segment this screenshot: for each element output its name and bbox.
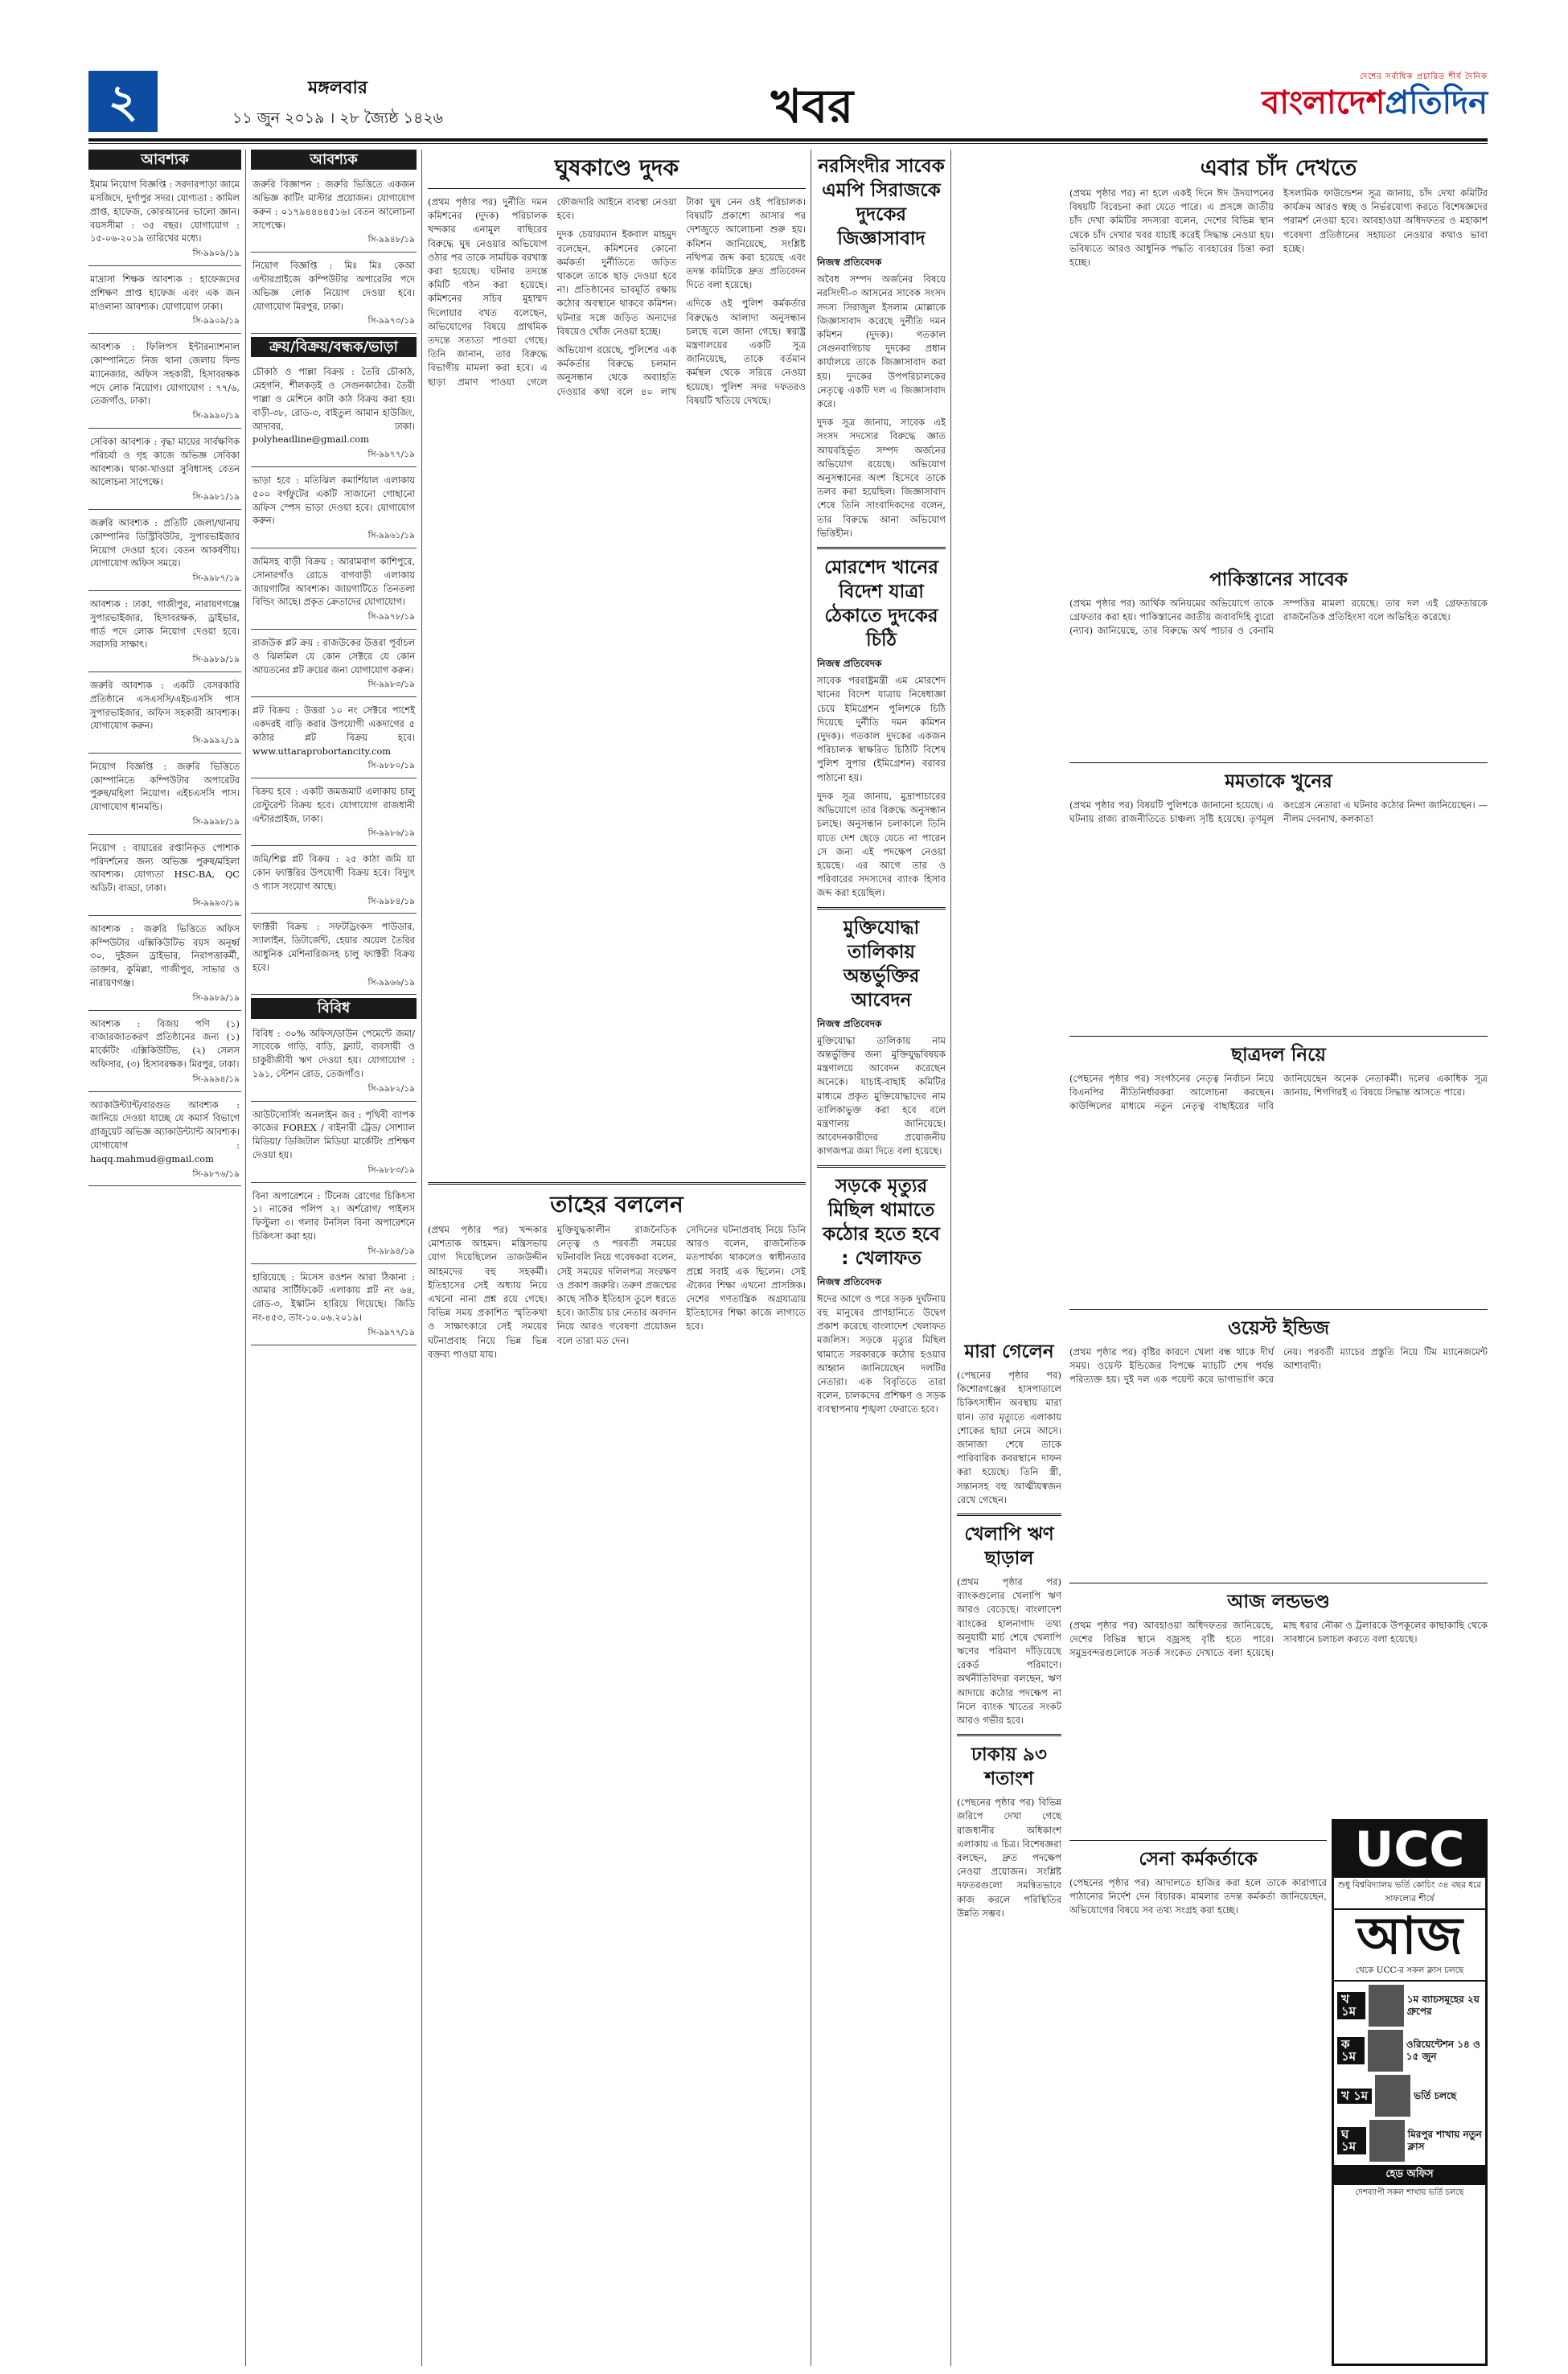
classified-ad-text: রাজউক প্লট ক্রয় : রাজউকের উত্তরা পূর্বাচল ও ঝিলমিল যে কোন সেক্টরে যে কোন আয়তনের প্লট ক্রয়ের জন্য যোগাযোগ করুন।	[252, 636, 415, 676]
paragraph: (প্রথম পৃষ্ঠার পর) বৃষ্টির কারণে খেলা বন্ধ থাকে দীর্ঘ সময়। ওয়েস্ট ইন্ডিজের বিপক্ষে ম্যাচটি শেষ পর্যন্ত পরিত্যক্ত হয়। দুই দল এক পয়েন্ট করে ভাগাভাগি করে নেয়। পরবর্তী ম্যাচের প্রস্তুতি নিয়ে টিম ম্যানেজমেন্ট আশাবাদী।	[1069, 1346, 1488, 1386]
classified-ad-text: জরুরি আবশ্যক : প্রতিটি জেলা/থানায় কোম্পানির ডিস্ট্রিবিউটর, সুপারভাইজার নিয়োগ দেওয়া হবে। বেতন আকর্ষণীয়। যোগাযোগ অফিস সময়ে।	[90, 516, 240, 569]
classified-ad-code: সি-৯৯৬১/১৯	[367, 531, 415, 541]
classified-ad-text: বিক্রয় হবে : একটি জমজমাট এলাকায় চালু রেস্টুরেন্ট বিক্রয় হবে। যোগাযোগ রাজধানী এন্টারপ্রাইজ, ঢাকা।	[252, 786, 415, 824]
section-title: খবর	[770, 79, 854, 133]
ucc-logo: UCC	[1334, 1822, 1485, 1878]
classified-ad-code: সি-৯৯৮৪/১৯	[367, 896, 415, 906]
classified-ad-code: সি-৯৮৮০/১৯	[367, 761, 415, 771]
ucc-footer: দেশব্যাপী সকল শাখায় ভর্তি চলছে	[1355, 2188, 1464, 2197]
classified-ad-code: সি-৯৯৯২/১৯	[192, 736, 240, 746]
story-aaj	[1069, 1576, 1488, 1817]
logo-tagline: দেশের সর্বাধিক প্রচারিত শীর্ষ দৈনিক	[1359, 72, 1488, 81]
story-mamata	[1069, 756, 1488, 997]
story-sena	[1069, 1834, 1327, 2316]
classified-list	[251, 362, 417, 995]
masthead-rule-thin	[88, 143, 1488, 144]
classified-ad-code: সি-৯৯৬৬/১৯	[367, 977, 415, 988]
classified-ad-text: চৌকাঠ ও পাল্লা বিক্রয় : তৈরি চৌকাঠ, মেহগনি, শীলকড়ই ও সেগুনকাঠের। তৈরী পাল্লা ও মেশিনে কাটা কাঠ বিক্রয় করা হয়। বাড়ী-৩৮, রোড-৩, বাইতুল আমান হাউজিং, আদাবর, ঢাকা। polyheadline@gmail.com	[252, 366, 415, 446]
headline: আজ লন্ডভণ্ড	[1227, 1592, 1330, 1612]
classified-ad-code: সি-৯৯৮৬/১৯	[367, 828, 415, 839]
classified-ad-text: আবশ্যক : ঢাকা, গাজীপুর, নারায়ণগঞ্জে সুপারভাইজার, হিসাবরক্ষক, ড্রাইভার, গার্ড পদে লোক নিয়োগ দেওয়া হবে। সরাসরি সাক্ষাৎ।	[90, 598, 240, 651]
rule	[817, 907, 946, 910]
classified-ad-code: সি-৯৯৪৮/১৯	[367, 235, 415, 245]
classified-ad-code: সি-৯৯৭৩/১৯	[367, 316, 415, 327]
byline: নিজস্ব প্রতিবেদক	[817, 658, 882, 670]
classified-ad-text: জরুরি বিজ্ঞাপন : জরুরি ভিত্তিতে একজন অভিজ্ঞ কাটিং মাস্টার প্রয়োজন। যোগাযোগ করুন : ০১৭৯৪৪৪৪৫১৬। বেতন আলোচনা সাপেক্ষে।	[252, 179, 415, 231]
byline: নিজস্ব প্রতিবেদক	[817, 257, 882, 268]
issue-date-text: ১১ জুন ২০১৯ । ২৮ জ্যৈষ্ঠ ১৪২৬	[232, 109, 443, 127]
paragraph: দুদক সূত্র জানায়, মুদ্রাপাচারের অভিযোগে তার বিরুদ্ধে অনুসন্ধান চলছে। অনুসন্ধান চলাকালে তিনি যাতে দেশ ছেড়ে যেতে না পারেন সে জন্য এই পদক্ষেপ নেওয়া হয়েছে। এর আগে তার ও পরিবারের সদস্যদের ব্যাংক হিসাব জব্দ করা হয়েছিল।	[817, 790, 946, 899]
ucc-item-badge: ক ১ম	[1337, 2037, 1365, 2064]
logo-name: বাংলাদেশপ্রতিদিন	[1262, 84, 1488, 121]
headline: খেলাপি ঋণ ছাড়াল	[964, 1524, 1054, 1570]
ucc-item-text: ওরিয়েন্টেশন ১৪ ও ১৫ জুন	[1406, 2039, 1480, 2062]
ucc-item-text: ভর্তি চলছে	[1414, 2089, 1457, 2101]
masthead-rule	[88, 138, 1488, 142]
ucc-headline: আজ	[1357, 1907, 1463, 1966]
classified-ad	[251, 849, 417, 914]
classified-ad	[251, 1186, 417, 1264]
headline: মুক্তিযোদ্ধা তালিকায় অন্তর্ভুক্তির আবেদন	[843, 917, 920, 1011]
byline: নিজস্ব প্রতিবেদক	[817, 1275, 882, 1288]
rule	[1069, 1036, 1488, 1037]
ucc-item-text: মিরপুর শাখায় নতুন ক্লাস	[1407, 2129, 1482, 2152]
paragraph: দুদক চেয়ারম্যান ইকবাল মাহমুদ বলেছেন, কমিশনের কোনো কর্মকর্তা দুর্নীতিতে জড়িত থাকলে তাকে ছাড় দেওয়া হবে না। প্রতিষ্ঠানের ভাবমূর্তি রক্ষায় কঠোর অবস্থানে থাকবে কমিশন। ঘটনার সঙ্গে জড়িত অন্যদের বিষয়েও খোঁজ নেওয়া হচ্ছে।	[556, 228, 677, 337]
classified-ad-code: সি-৯৯০৯/১৯	[192, 316, 240, 327]
classified-ad	[251, 362, 417, 467]
story-body	[428, 1223, 806, 1362]
story-muktijoddha	[817, 916, 946, 1159]
headline: মমতাকে খুনের	[1225, 771, 1332, 792]
classified-category-header: আবশ্যক	[251, 150, 417, 170]
ucc-item-badge: খ ১ম	[1337, 1992, 1365, 2019]
headline: ঘুষকাণ্ডে দুদক	[554, 154, 679, 181]
rule	[957, 1734, 1061, 1736]
classified-ad	[251, 256, 417, 334]
classified-ad-code: সি-৯৯৯৪/১৯	[192, 1074, 240, 1084]
classified-ad-text: আউটসোর্সিং অনলাইন জব : পৃথিবী ব্যাপক কাজের FOREX / বাইনারী ট্রেড/ সোশ্যাল মিডিয়া/ ডিজিটাল মিডিয়া মার্কেটিং প্রশিক্ষণ দেওয়া হয়।	[252, 1108, 415, 1161]
classified-ad-code: সি-৯৯৮১/১৯	[192, 492, 240, 503]
classified-list	[251, 175, 417, 334]
ucc-subheadline: থেকে UCC-র সকল ক্লাস চলছে	[1334, 1963, 1485, 1982]
classified-ad	[251, 782, 417, 846]
story-body	[1069, 1072, 1488, 1114]
classified-ad-text: মাদ্রাসা শিক্ষক আবশ্যক : হাফেজদের প্রশিক্ষণ প্রাপ্ত হাফেজ এবং এক জন মাওলানা আবশ্যক। যোগাযোগ ঢাকা।	[90, 273, 240, 312]
story-westindies	[1069, 1303, 1488, 1544]
issue-date	[217, 74, 458, 133]
classified-ad-code: সি-৯৯৯৮/১৯	[192, 817, 240, 828]
story-body	[957, 1575, 1061, 1727]
classified-ad-text: জমি/শিল্প প্লট বিক্রয় : ২৫ কাঠা জমি যা কোন ফ্যাক্টরির উপযোগী বিক্রয় হবে। বিদ্যুৎ ও গ্যাস সংযোগ আছে।	[252, 853, 415, 892]
paragraph: (প্রথম পৃষ্ঠার পর) না হলে একই দিনে ঈদ উদযাপনের বিষয়টি বিবেচনা করা যেতে পারে। এ প্রসঙ্গে জাতীয় চাঁদ দেখা কমিটির সদস্যরা বলেন, দেশের বিভিন্ন স্থান থেকে চাঁদ দেখার খবর যাচাই করেই সিদ্ধান্ত নেওয়া হয়। ভবিষ্যতে আরও আধুনিক পদ্ধতি ব্যবহারের চিন্তা করা হচ্ছে।	[1069, 187, 1274, 269]
classifieds-column-2	[251, 150, 417, 2366]
story-body	[1069, 597, 1488, 639]
classified-ad	[251, 633, 417, 697]
classified-ad-text: নিয়োগ : বায়ারের রপ্তানিকৃত পোশাক পরিদর্শনের জন্য অভিজ্ঞ পুরুষ/মহিলা আবশ্যক। যোগ্যতা HSC-BA, QC অডিট। বাড্ডা, ঢাকা।	[90, 841, 240, 894]
paragraph: (প্রথম পৃষ্ঠার পর) বিষয়টি পুলিশকে জানানো হয়েছে। এ ঘটনায় রাজ্য রাজনীতিতে চাঞ্চল্য সৃষ্টি হয়েছে। তৃণমূল কংগ্রেস নেতারা এ ঘটনার কঠোর নিন্দা জানিয়েছেন। —নীলম দেবনাথ, কলকাতা	[1069, 799, 1488, 825]
paragraph: মুক্তিযুদ্ধকালীন রাজনৈতিক নেতৃত্ব ও পরবর্তী সময়ের ঘটনাবলি নিয়ে গবেষকরা বলেন, সেই সময়ের দলিলপত্র সংরক্ষণ ও প্রকাশ জরুরি। তরুণ প্রজন্মের কাছে সঠিক ইতিহাস তুলে ধরতে হবে। জাতীয় চার নেতার অবদান নিয়ে আরও গবেষণা প্রয়োজন বলে তারা মত দেন।	[556, 1224, 677, 1346]
paragraph: এদিকে ওই পুলিশ কর্মকর্তার বিরুদ্ধেও আলাদা অনুসন্ধান চলছে বলে জানা গেছে। স্বরাষ্ট্র মন্ত্রণালয়ের একটি সূত্র জানিয়েছে, তাকে বর্তমান কর্মস্থল থেকে সরিয়ে নেওয়া হয়েছে। পুলিশ সদর দফতরও বিষয়টি খতিয়ে দেখছে।	[686, 298, 806, 406]
ucc-item	[1337, 1985, 1482, 2027]
classified-ad	[251, 1267, 417, 1345]
student-photo	[1375, 2075, 1410, 2117]
story-body	[1069, 1876, 1327, 1918]
paragraph: অভিযোগ রয়েছে, পুলিশের এক কর্মকর্তার বিরুদ্ধে চলমান অনুসন্ধান থেকে অব্যাহতি দেওয়ার কথা বলে ৪০ লাখ টাকা ঘুষ নেন ওই পরিচালক। বিষয়টি প্রকাশ্যে আসার পর দেশজুড়ে আলোচনা শুরু হয়। কমিশন জানিয়েছে, সংশ্লিষ্ট নথিপত্র জব্দ করা হয়েছে এবং তদন্ত কমিটিকে দ্রুত প্রতিবেদন দিতে বলা হয়েছে।	[556, 196, 806, 397]
classified-ad-code: সি-৯৯৭৮/১৯	[367, 612, 415, 622]
ucc-office-label: হেড অফিস	[1334, 2165, 1485, 2185]
classified-ad	[88, 676, 241, 754]
headline: সেনা কর্মকর্তাকে	[1139, 1849, 1258, 1870]
classified-ad	[251, 917, 417, 995]
classified-ad-text: ভাড়া হবে : মতিঝিল কমার্শিয়াল এলাকায় ৫০০ বর্গফুটের একটি সাজানো গোছানো অফিস স্পেস ভাড়া দেওয়া হবে। যোগাযোগ করুন।	[252, 474, 415, 527]
classified-ad	[88, 175, 241, 266]
headline: তাহের বললেন	[550, 1191, 683, 1218]
classified-ad-text: ইমাম নিয়োগ বিজ্ঞপ্তি : সরদারপাড়া জামে মসজিদে, দুর্গাপুর সদর। যোগ্যতা : কামিল প্রাপ্ত, হাফেজ, কোরআনের ভালো জ্ঞান। বয়সসীমা : ৩৫ বছর। যোগাযোগ : ১৫-০৬-২০১৯ তারিখের মধ্যে।	[90, 179, 240, 244]
classified-ad-code: সি-৯৯৮২/১৯	[367, 1083, 415, 1094]
story-morshed	[817, 556, 946, 900]
story-body	[817, 1034, 946, 1159]
story-body	[817, 273, 946, 540]
classified-ad-text: সেবিকা আবশ্যক : বৃদ্ধা মায়ের সার্বক্ষণিক পরিচর্যা ও গৃহ কাজে অভিজ্ঞ সেবিকা আবশ্যক। থাকা-খাওয়া সুবিধাসহ বেতন আলোচনা সাপেক্ষে।	[90, 435, 240, 488]
paragraph: (প্রথম পৃষ্ঠার পর) ব্যাংকগুলোর খেলাপি ঋণ আরও বেড়েছে। বাংলাদেশ ব্যাংকের হালনাগাদ তথ্য অনুযায়ী মার্চ শেষে খেলাপি ঋণের পরিমাণ দাঁড়িয়েছে রেকর্ড পরিমাণে। অর্থনীতিবিদরা বলছেন, ঋণ আদায়ে কঠোর পদক্ষেপ না নিলে ব্যাংক খাতের সংকট আরও গভীর হবে।	[957, 1576, 1061, 1727]
classified-ad	[88, 337, 241, 429]
ucc-item	[1337, 2120, 1482, 2162]
classified-ad	[251, 552, 417, 630]
issue-day: মঙ্গলবার	[308, 77, 367, 98]
classified-ad	[88, 432, 241, 510]
classified-ad-text: বিবিধ : ৩০% অফিস/ডাউন পেমেন্টে জমা/সাবেকে গাড়ি, বাড়ি, ফ্ল্যাট, ব্যবসায়ী ও চাকুরীজীবী ঋণ দেওয়া হয়। যোগাযোগ : ১৯১, স্টেশন রোড, তেজগাঁও।	[252, 1027, 415, 1080]
headline: ঢাকায় ৯৩ শতাংশ	[971, 1744, 1047, 1790]
classified-ad-code: সি-৯৯৯০/১৯	[192, 411, 240, 421]
paragraph: (প্রথম পৃষ্ঠার পর) দুর্নীতি দমন কমিশনের (দুদক) পরিচালক খন্দকার এনামুল বাছিরের বিরুদ্ধে ঘুষ নেওয়ার অভিযোগ ওঠার পর তাকে সাময়িক বরখাস্ত করা হয়েছে। ঘটনার তদন্তে কমিটি গঠন করা হয়েছে। কমিশনের সচিব মুহাম্মদ দিলোয়ার বখত বলেছেন, অভিযোগের বিষয়ে প্রাথমিক তদন্তে সত্যতা পাওয়া গেছে। তিনি জানান, তার বিরুদ্ধে বিভাগীয় মামলা করা হবে। এ ছাড়া প্রমাণ পাওয়া গেলে ফৌজদারি আইনে ব্যবস্থা নেওয়া হবে।	[428, 196, 677, 388]
story-chhatradal	[1069, 1029, 1488, 1271]
student-photo	[1369, 1985, 1404, 2027]
classified-ad-code: সি-৯৯৮৯/১৯	[192, 655, 240, 665]
paragraph: ঈদের আগে ও পরে সড়ক দুর্ঘটনায় বহু মানুষের প্রাণহানিতে উদ্বেগ প্রকাশ করেছে বাংলাদেশ খেলাফত মজলিস। সড়কে মৃত্যুর মিছিল থামাতে সরকারকে কঠোর হওয়ার আহ্বান জানিয়েছেন দলটির নেতারা। এক বিবৃতিতে তারা বলেন, চালকদের প্রশিক্ষণ ও সড়ক ব্যবস্থাপনায় শৃঙ্খলা ফেরাতে হবে।	[817, 1292, 946, 1415]
byline: নিজস্ব প্রতিবেদক	[817, 1017, 882, 1029]
classified-ad-text: নিয়োগ বিজ্ঞপ্তি : জরুরি ভিত্তিতে কোম্পানিতে কম্পিউটার অপারেটর পুরুষ/মহিলা নিয়োগ। এইচএসসি পাস। যোগাযোগ ধানমন্ডি।	[90, 760, 240, 813]
classified-category-header: আবশ্যক	[88, 150, 241, 170]
story-body	[957, 1369, 1061, 1507]
headline: সড়কে মৃত্যুর মিছিল থামাতে কঠোর হতে হবে : খেলাফত	[823, 1175, 940, 1269]
rule	[1069, 1840, 1327, 1841]
page-number: ২	[88, 71, 158, 132]
classified-ad-code: সি-৯৯৮৭/১৯	[192, 573, 240, 584]
classified-list	[251, 1024, 417, 1345]
story-body	[1069, 187, 1488, 269]
classified-ad	[251, 175, 417, 253]
classified-ad-code: সি-৯৮৭৬/১৯	[192, 1169, 240, 1179]
headline: নরসিংদীর সাবেক এমপি সিরাজকে দুদকের জিজ্ঞাসাবাদ	[818, 156, 945, 249]
paragraph: সাবেক পররাষ্ট্রমন্ত্রী এম মোরশেদ খানের বিদেশ যাত্রায় নিষেধাজ্ঞা চেয়ে ইমিগ্রেশন পুলিশকে চিঠি দিয়েছে দুর্নীতি দমন কমিশন (দুদক)। গতকাল দুদকের একজন পরিচালক স্বাক্ষরিত চিঠিটি বিশেষ পুলিশ সুপার (ইমিগ্রেশন) বরাবর পাঠানো হয়।	[817, 675, 946, 783]
classified-ad-text: হারিয়েছে : মিসেস রওশন আরা ঠিকানা : আমার সার্টিফিকেট এলাকায় প্লট নং ৬৪, রোড-৩, ইস্কাটন হারিয়ে গিয়েছে। জিডি নং-৪৫৩, তাং-১০.০৬.২০১৯।	[252, 1271, 415, 1323]
middle-column	[817, 150, 946, 2366]
paragraph: (প্রথম পৃষ্ঠার পর) খন্দকার মোশতাক আহমদ। মন্ত্রিসভায় যোগ দিয়েছিলেন তাজউদ্দীন আহমদের বহু সহকর্মী। ইতিহাসের সেই অধ্যায় নিয়ে এখনো নানা প্রশ্ন রয়ে গেছে। বিভিন্ন সময় প্রকাশিত স্মৃতিকথা ও সাক্ষাৎকারে সেই সময়ের ঘটনাপ্রবাহ নিয়ে ভিন্ন ভিন্ন বক্তব্য পাওয়া যায়।	[428, 1224, 548, 1360]
ucc-item-badge: ঘ ১ম	[1337, 2127, 1366, 2154]
classified-ad-code: সি-৯৯০৯/১৯	[192, 248, 240, 259]
column-divider	[421, 150, 422, 2366]
classified-ad	[88, 757, 241, 835]
ucc-item	[1337, 2030, 1482, 2072]
story-column-7	[957, 1335, 1061, 2364]
headline: পাকিস্তানের সাবেক	[1209, 569, 1348, 590]
column-divider	[245, 150, 246, 2366]
classified-list	[88, 175, 241, 1186]
rule	[428, 188, 806, 189]
classified-ad	[88, 1014, 241, 1092]
ucc-tagline: শুধু বিশ্ববিদ্যালয় ভর্তি কোচিং ৩৪ বছর ধরে সাফল্যের শীর্ষে	[1334, 1878, 1485, 1910]
rule	[428, 1182, 806, 1185]
ucc-item-text: ১ম ব্যাচসমূহের ২য় গ্রুপের	[1406, 1994, 1480, 2017]
classified-ad-text: আবশ্যক : ফিলিপস ইন্টারন্যাশনাল কোম্পানিতে নিজ থানা জেলায় ফিল্ড ম্যানেজার, অফিস সহকারী, হিসাবরক্ষক পদে লোক নিয়োগ। যোগাযোগ : ৭৭/৬, তেজগাঁও, ঢাকা।	[90, 341, 240, 407]
story-tajuddin	[428, 1176, 806, 2366]
classified-ad-text: জমিসহ বাড়ী বিক্রয় : আরামবাগ কাশিপুরে, সোনারগাঁও রোডে বাগবাড়ী এলাকায় জায়গাটির আবশ্যক। জায়গাটিতে তিনতলা বিল্ডিং আছে। প্রকৃত ক্রেতাদের যোগাযোগ।	[252, 555, 415, 608]
paragraph: (পেছনের পৃষ্ঠার পর) বিভিন্ন জরিপে দেখা গেছে রাজধানীর অধিকাংশ এলাকায় এ চিত্র। বিশেষজ্ঞরা বলছেন, দ্রুত পদক্ষেপ নেওয়া প্রয়োজন। সংশ্লিষ্ট দফতরগুলো সমন্বিতভাবে কাজ করলে পরিস্থিতির উন্নতি সম্ভব।	[957, 1797, 1061, 1919]
classified-ad-code: সি-৯৮৯৪/১৯	[367, 1246, 415, 1256]
rule	[1069, 1309, 1488, 1310]
story-body	[817, 1292, 946, 1417]
paragraph: (পেছনের পৃষ্ঠার পর) আদালতে হাজির করা হলে তাকে কারাগারে পাঠানোর নির্দেশ দেন বিচারক। মামলার তদন্ত কর্মকর্তা জানিয়েছেন, অভিযোগের বিষয়ে সব তথ্য সংগ্রহ করা হচ্ছে।	[1069, 1877, 1327, 1916]
classified-ad-text: আবশ্যক : জরুরি ভিত্তিতে অফিস কম্পিউটার এক্সিকিউটিভ বয়স অনূর্ধ্ব ৩০, দুইজন ড্রাইভার, নিরাপত্তাকর্মী, ডাক্তার, কুমিল্লা, গাজীপুর, সাভার ও নারায়ণগঞ্জ।	[90, 922, 240, 989]
story-body	[1069, 799, 1488, 828]
paragraph: মুক্তিযোদ্ধা তালিকায় নাম অন্তর্ভুক্তির জন্য মুক্তিযুদ্ধবিষয়ক মন্ত্রণালয়ে আবেদন করেছেন অনেকে। যাচাই-বাছাই কমিটির মাধ্যমে প্রকৃত মুক্তিযোদ্ধাদের নাম তালিকাভুক্ত করা হবে বলে মন্ত্রণালয় জানিয়েছে। আবেদনকারীদের প্রয়োজনীয় কাগজপত্র জমা দিতে বলা হয়েছে।	[817, 1034, 946, 1157]
classified-ad-code: সি-৯৮৮৩/১৯	[367, 1164, 415, 1175]
classified-ad	[251, 1024, 417, 1102]
classified-ad	[251, 470, 417, 548]
classified-ad-text: আবশ্যক : বিজয় পণি (১) বাজারজাতকরণ প্রতিষ্ঠানের জন্য (১) মার্কেটিং এক্সিকিউটিভ, (২) সেলস অফিসার, (৩) হিসাবরক্ষক। মিরপুর, ঢাকা।	[90, 1017, 240, 1070]
story-body	[1069, 1345, 1488, 1387]
story-narsingdi	[817, 154, 946, 540]
classified-ad-text: ফ্যাক্টরী বিক্রয় : সফটড্রিংকস পাউডার, স্যালাইন, ডিটার্জেন্ট, হেয়ার অয়েল তৈরির আধুনিক মেশিনারিজসহ চালু ফ্যাক্টরী বিক্রয় হবে।	[252, 921, 415, 973]
classified-ad	[88, 594, 241, 672]
classified-ad-code: সি-৯৯৭৭/১৯	[367, 450, 415, 460]
headline: এবার চাঁদ দেখতে	[1200, 154, 1357, 181]
classified-ad	[251, 700, 417, 778]
rule	[817, 547, 946, 549]
student-photo	[1368, 2030, 1403, 2072]
classified-ad-text: নিয়োগ বিজ্ঞপ্তি : মিঃ মিঃ কেআ এন্টারপ্রাইজে কম্পিউটার অপারেটর পদে অভিজ্ঞ লোক নিয়োগ দেওয়া হবে। যোগাযোগ মিরপুর, ঢাকা।	[252, 260, 415, 312]
story-eid	[1069, 150, 1488, 552]
paragraph: অবৈধ সম্পদ অর্জনের বিষয়ে নরসিংদী-৩ আসনের সাবেক সংসদ সদস্য সিরাজুল ইসলাম মোল্লাকে জিজ্ঞাসাবাদ করেছে দুর্নীতি দমন কমিশন (দুদক)। গতকাল সেগুনবাগিচায় দুদকের প্রধান কার্যালয়ে তাকে জিজ্ঞাসাবাদ করা হয়। দুদকের উপপরিচালকের নেতৃত্বে একটি দল এ জিজ্ঞাসাবাদ করে।	[817, 273, 946, 410]
student-photo	[1369, 2120, 1405, 2162]
newspaper-logo	[1246, 71, 1488, 121]
paragraph: (পেছনের পৃষ্ঠার পর) সংগঠনের নেতৃত্ব নির্বাচন নিয়ে বিএনপির নীতিনির্ধারকরা আলোচনা করছেন। কাউন্সিলের মাধ্যমে নতুন নেতৃত্ব বাছাইয়ের দাবি জানিয়েছেন অনেক নেতাকর্মী। দলের একাধিক সূত্র জানায়, শিগগিরই এ বিষয়ে সিদ্ধান্ত আসতে পারে।	[1069, 1073, 1488, 1112]
paragraph: সেদিনের ঘটনাপ্রবাহ নিয়ে তিনি আরও বলেন, রাজনৈতিক মতপার্থক্য থাকলেও স্বাধীনতার প্রশ্নে সবাই এক ছিলেন। সেই ঐক্যের শিক্ষা এখনো প্রাসঙ্গিক। দেশের গণতান্ত্রিক অগ্রযাত্রায় ইতিহাসের শিক্ষা কাজে লাগাতে হবে।	[686, 1224, 806, 1333]
headline: মারা গেলেন	[964, 1341, 1054, 1362]
headline: ছাত্রদল নিয়ে	[1231, 1045, 1326, 1066]
classified-ad-text: প্লট বিক্রয় : উত্তরা ১০ নং সেক্টরে পাশেই একদরই বাড়ি করার উপযোগী একদাগের ৫ কাঠার প্লট বিক্রয় হবে। www.uttaraprobortancity.com	[252, 704, 415, 757]
story-road	[817, 1174, 946, 1417]
ucc-items	[1334, 1985, 1485, 2162]
classified-ad	[88, 838, 241, 916]
ucc-advertisement	[1332, 1819, 1488, 2366]
classified-ad-text: বিনা অপারেশনে : টিনেজ রোগের চিকিৎসা ১। নাকের পলিপ ২। অর্শরোগ/ পাইলস ফিস্টুলা ৩। গলার টনসিল বিনা অপারেশনে চিকিৎসা করা হয়।	[252, 1189, 415, 1242]
classified-ad	[88, 269, 241, 334]
story-ghush	[428, 150, 806, 1171]
paragraph: (প্রথম পৃষ্ঠার পর) আবহাওয়া অধিদফতর জানিয়েছে, দেশের বিভিন্ন স্থানে বজ্রসহ বৃষ্টি হতে পারে। সমুদ্রবন্দরগুলোকে সতর্ক সংকেত দেখাতে বলা হয়েছে। মাছ ধরার নৌকা ও ট্রলারকে উপকূলের কাছাকাছি থেকে সাবধানে চলাচল করতে বলা হয়েছে।	[1069, 1620, 1488, 1659]
story-body	[428, 195, 806, 408]
paragraph: ইসলামিক ফাউন্ডেশন সূত্র জানায়, চাঁদ দেখা কমিটির কার্যক্রম আরও স্বচ্ছ ও নির্ভরযোগ্য করতে বিশেষজ্ঞদের পরামর্শ নেওয়া হবে। আবহাওয়া অধিদফতর ও মহাকাশ গবেষণা প্রতিষ্ঠানের সহায়তা নেওয়ার কথাও ভাবা হচ্ছে।	[1283, 187, 1488, 254]
classified-category-header: ক্রয়/বিক্রয়/বন্ধক/ভাড়া	[251, 337, 417, 357]
classifieds-column-1	[88, 150, 241, 2366]
headline: মোরশেদ খানের বিদেশ যাত্রা ঠেকাতে দুদকের চিঠি	[824, 557, 938, 651]
classified-ad	[88, 1095, 241, 1187]
classified-ad	[88, 513, 241, 591]
classified-ad-text: অ্যাকাউন্ট্যান্ট/বারগুড আবশ্যক : জানিয়ে দেওয়া যাচ্ছে যে কমার্স বিভাগে গ্রাজুয়েট অভিজ্ঞ অ্যাকাউন্ট্যান্ট আবশ্যক। যোগাযোগ : haqq.mahmud@gmail.com	[90, 1099, 240, 1164]
ucc-item-badge: খ ১ম	[1337, 2089, 1372, 2104]
rule	[957, 1514, 1061, 1516]
paragraph: (পেছনের পৃষ্ঠার পর) কিশোরগঞ্জের হাসপাতালে চিকিৎসাধীন অবস্থায় মারা যান। তার মৃত্যুতে এলাকায় শোকের ছায়া নেমে আসে। জানাজা শেষে তাকে পারিবারিক কবরস্থানে দাফন করা হয়েছে। তিনি স্ত্রী, সন্তানসহ বহু আত্মীয়স্বজন রেখে গেছেন।	[957, 1370, 1061, 1505]
paragraph: দুদক সূত্র জানায়, সাবেক এই সংসদ সদস্যের বিরুদ্ধে জ্ঞাত আয়বহির্ভূত সম্পদ অর্জনের অভিযোগ রয়েছে। অভিযোগ অনুসন্ধানের অংশ হিসেবে তাকে তলব করা হয়েছিল। জিজ্ঞাসাবাদ শেষে তিনি সাংবাদিকদের বলেন, তার বিরুদ্ধে আনা অভিযোগ ভিত্তিহীন।	[817, 417, 946, 539]
classified-ad	[251, 1105, 417, 1183]
ucc-item	[1337, 2075, 1482, 2117]
classified-ad-code: সি-৯৯৮৯/১৯	[192, 992, 240, 1003]
classified-category-header: বিবিধ	[251, 998, 417, 1018]
headline: ওয়েস্ট ইন্ডিজ	[1227, 1318, 1330, 1339]
story-body	[957, 1796, 1061, 1920]
classified-ad	[88, 919, 241, 1011]
story-body	[1069, 1619, 1488, 1661]
rule	[817, 1165, 946, 1168]
classified-ad-code: সি-৯৯৭৭/১৯	[367, 1327, 415, 1337]
paragraph: (প্রথম পৃষ্ঠার পর) আর্থিক অনিয়মের অভিযোগে তাকে গ্রেফতার করা হয়। পাকিস্তানের জাতীয় জবাবদিহি ব্যুরো (ন্যাব) জানিয়েছে, তার বিরুদ্ধে অর্থ পাচার ও বেনামি সম্পত্তির মামলা রয়েছে। তার দল এই গ্রেফতারকে রাজনৈতিক প্রতিহিংসা বলে অভিহিত করেছে।	[1069, 598, 1488, 637]
rule	[1069, 762, 1488, 763]
masthead	[88, 71, 1488, 135]
column-divider	[950, 150, 951, 2366]
classified-ad-code: সি-৯৯৮৩/১৯	[367, 680, 415, 690]
classified-ad-text: জরুরি আবশ্যক : একটি বেসরকারি প্রতিষ্ঠানে এসএসসি/এইচএসসি পাস সুপারভাইজার, অফিস সহকারী আবশ্যক। যোগাযোগ করুন।	[90, 679, 240, 732]
classified-ad-code: সি-৯৯৯৩/১৯	[192, 898, 240, 909]
story-body	[817, 674, 946, 900]
